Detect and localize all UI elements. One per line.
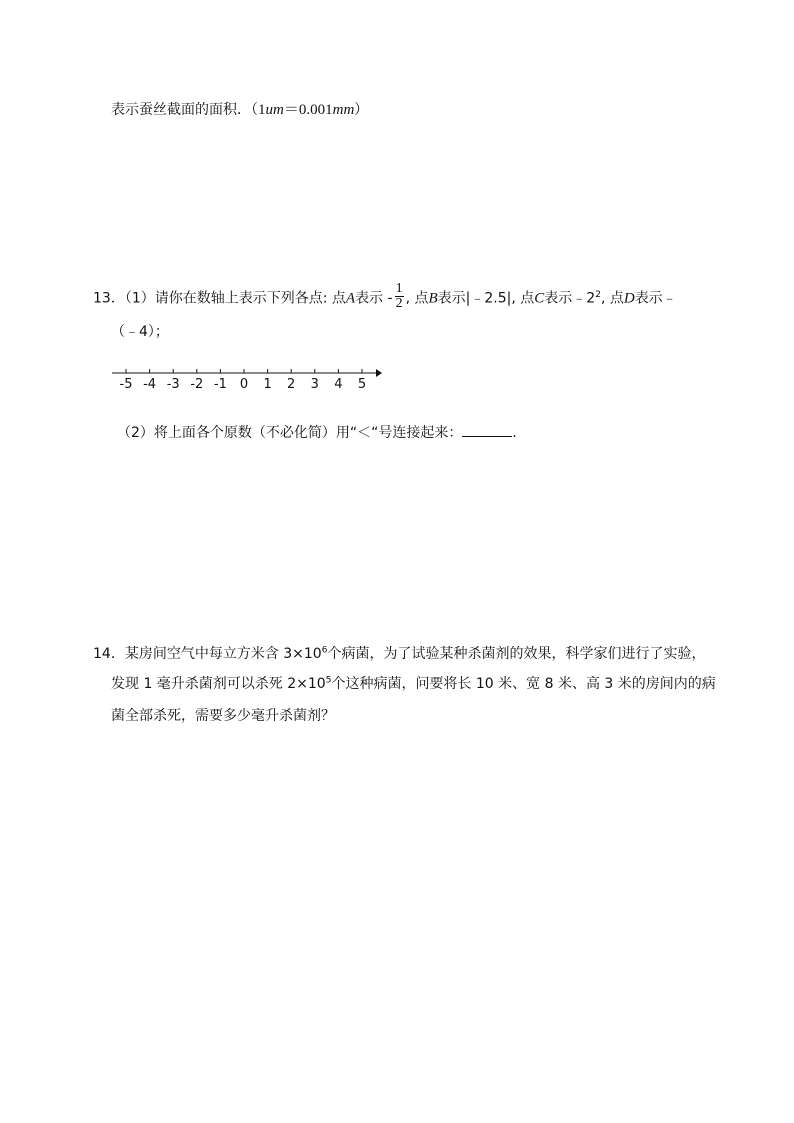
unit-mm: mm: [332, 102, 355, 118]
q13-show-b: 表示|﹣2.5|, 点: [437, 290, 535, 307]
q13-line-1: [93, 281, 677, 313]
point-b-label: B: [428, 290, 438, 307]
number-line-tick-label: -5: [119, 377, 133, 392]
q13-part2-period: ．: [512, 425, 527, 441]
unit-equals: ＝0.001: [283, 102, 333, 118]
q13-show-d: 表示﹣: [634, 290, 677, 307]
q13-sep-d: , 点: [600, 290, 624, 307]
unit-um: um: [265, 102, 284, 118]
q13-prefix: 13．（1）请你在数轴上表示下列各点: 点: [93, 290, 346, 307]
number-line-ticks: [120, 369, 367, 392]
fraction-denominator: 2: [395, 296, 403, 311]
q13-show-c: 表示﹣2: [544, 290, 596, 307]
number-line-tick-label: 4: [334, 377, 343, 392]
q13-sep-b: , 点: [405, 290, 429, 307]
point-d-label: D: [623, 290, 635, 307]
q14-exponent-2: 5: [325, 675, 332, 686]
number-line-tick-label: 5: [357, 377, 367, 392]
q14-line2-end: 个这种病菌，问要将长 10 米、宽 8 米、高 3 米的房间内的病: [331, 676, 716, 692]
number-line-tick-label: -1: [213, 377, 227, 392]
q13-part-2: [117, 422, 526, 443]
number-line-arrow-icon: [376, 369, 382, 377]
point-c-label: C: [534, 290, 545, 307]
number-line-tick-label: -2: [190, 377, 204, 392]
q14-line1-end: 个病菌，为了试验某种杀菌剂的效果，科学家们进行了实验，: [327, 646, 706, 662]
fraction-numerator: 1: [395, 281, 403, 296]
number-line: [110, 365, 382, 395]
q13-exponent: 2: [595, 289, 601, 300]
unit-note-number: 1: [258, 102, 266, 118]
point-a-label: A: [345, 290, 356, 307]
q14-line-3: 菌全部杀死，需要多少毫升杀菌剂？: [111, 708, 335, 724]
q14-line-1: [93, 644, 705, 664]
q13-show-a: 表示 -: [355, 290, 393, 307]
q14-line2-start: 发现 1 毫升杀菌剂可以杀死 2×10: [111, 676, 326, 692]
unit-close-paren: ）: [354, 102, 369, 118]
q12-tail-text: 表示蚕丝截面的面积．（: [111, 102, 258, 118]
fraction-one-half: [395, 282, 404, 311]
number-line-tick-label: 0: [239, 377, 249, 392]
number-line-tick-label: -4: [143, 377, 157, 392]
answer-blank[interactable]: [462, 422, 512, 437]
q12-tail-line: [111, 100, 368, 120]
number-line-tick-label: 1: [263, 377, 272, 392]
number-line-tick-label: -3: [166, 377, 180, 392]
number-line-tick-label: 3: [310, 377, 319, 392]
q14-line1-start: 14．某房间空气中每立方米含 3×10: [93, 646, 322, 662]
q13-part2-text: （2）将上面各个原数（不必化简）用“＜“号连接起来：: [117, 425, 463, 441]
q14-line-2: [111, 674, 716, 694]
number-line-tick-label: 2: [287, 377, 296, 392]
q14-exponent-1: 6: [321, 645, 328, 656]
q13-line-2: （﹣4）；: [111, 324, 169, 340]
